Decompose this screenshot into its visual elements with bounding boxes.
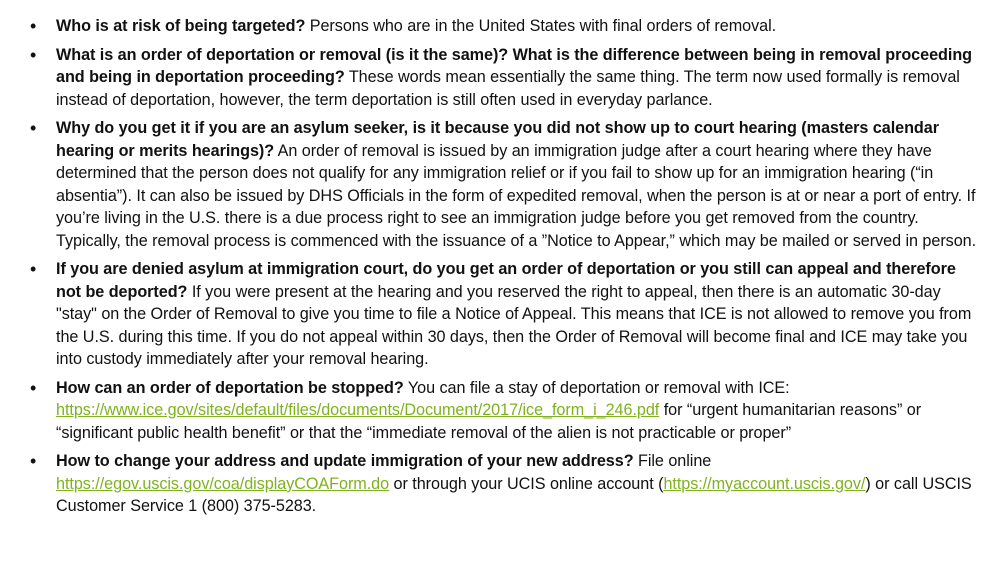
faq-answer: Persons who are in the United States with final orders of removal. [305,17,777,35]
faq-item-change-address [30,450,978,518]
faq-item-denied-asylum [30,258,978,371]
faq-list [30,15,978,518]
faq-question: How to change your address and update immigration of your new address? [56,452,634,470]
faq-item-stop-deportation [30,377,978,445]
faq-answer: File online [633,452,712,470]
faq-answer-continued: for “urgent humanitarian reasons” or “significant public health benefit” or that the “immediate removal of the alien is not practicable or proper” [56,401,922,442]
uscis-account-link[interactable]: https://myaccount.uscis.gov/ [663,474,866,493]
faq-question: Who is at risk of being targeted? [56,17,306,35]
faq-item-targeted [30,15,978,38]
faq-answer-continued: ) or call USCIS Customer Service 1 (800) 375-5283. [56,474,972,515]
faq-answer: An order of removal is issued by an immigration judge after a court hearing where they have determined that the person does not qualify for any immigration relief or if you fail to show up for an immigration hearing (“in absentia”). It can also be issued by DHS Officials in the form of expedited removal, when the person is at or near a port of entry. If you’re living in the U.S. there is a due process right to see an immigration judge before you get removed from the country. Typically, the removal process is commenced with the issuance of a ”Notice to Appear,” which may be mailed or served in person. [56,141,977,250]
faq-answer: If you were present at the hearing and you reserved the right to appeal, then there is an automatic 30-day "stay" on the Order of Removal to give you time to file a Notice of Appeal. This means that ICE is not allowed to remove you from the U.S. during this time. If you do not appeal within 30 days, then the Order of Removal will become final and ICE may take you into custody immediately after your removal hearing. [56,282,972,368]
slide-content [30,15,978,524]
faq-question: What is an order of deportation or removal (is it the same)? What is the difference between being in removal proceeding and being in deportation proceeding? [56,45,972,86]
faq-answer-middle: or through your UCIS online account ( [389,474,664,493]
faq-answer: You can file a stay of deportation or removal with ICE: [403,378,790,397]
faq-answer: These words mean essentially the same thing. The term now used formally is removal instead of deportation, however, the term deportation is still often used in everyday parlance. [56,68,960,109]
faq-question: Why do you get it if you are an asylum seeker, is it because you did not show up to court hearing (masters calendar hearing or merits hearings)? [56,119,939,160]
faq-item-asylum-seeker [30,117,978,252]
faq-question: How can an order of deportation be stopped? [56,378,404,397]
faq-item-order-definition [30,44,978,112]
uscis-coa-link[interactable]: https://egov.uscis.gov/coa/displayCOAForm.do [56,474,390,493]
faq-question: If you are denied asylum at immigration court, do you get an order of deportation or you still can appeal and therefore not be deported? [56,260,956,301]
ice-form-link[interactable]: https://www.ice.gov/sites/default/files/documents/Document/2017/ice_form_i_246.pdf [56,401,660,419]
